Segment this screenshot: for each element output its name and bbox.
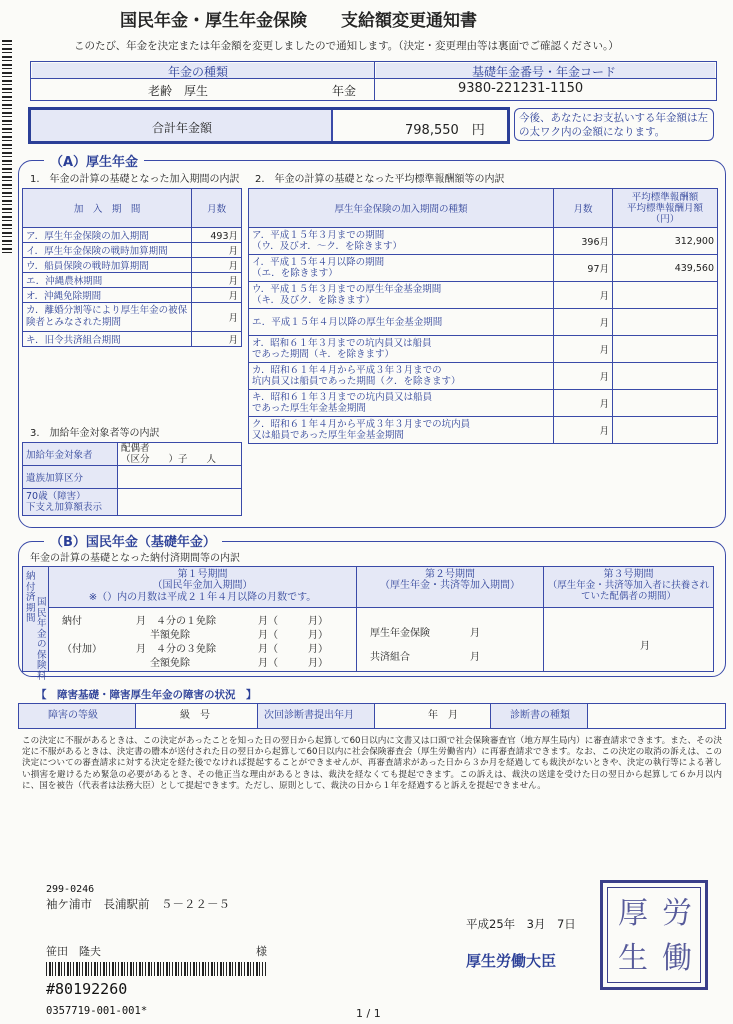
divider bbox=[374, 62, 375, 100]
t2-row-value bbox=[613, 282, 718, 309]
total-value: 798,550 円 bbox=[405, 123, 485, 138]
total-note: 今後、あなたにお支払いする年金額は左の太ワク内の金額になります。 bbox=[514, 108, 714, 141]
t2-row-months: 97月 bbox=[554, 255, 613, 282]
t2-row-months: 月 bbox=[554, 336, 613, 363]
p1-line-c: 月（ 月） bbox=[258, 616, 328, 627]
t1-row-label: オ．沖縄免除期間 bbox=[23, 288, 192, 303]
t1-row-value: 月 bbox=[192, 303, 242, 332]
divider bbox=[490, 704, 491, 728]
honorific: 様 bbox=[256, 945, 267, 958]
t2-row-l2: （エ．を除きます） bbox=[252, 268, 338, 279]
t2-row-l1: キ．昭和６１年３月までの坑内員又は船員 bbox=[252, 392, 433, 403]
t2-row-value bbox=[613, 363, 718, 390]
t2-row-l2: であった厚生年金基金期間 bbox=[252, 403, 366, 414]
p1-line-b: 月 ４分の１免除 bbox=[136, 616, 216, 627]
t1-row-label: カ．離婚分割等により厚生年金の被保険者とみなされた期間 bbox=[23, 303, 192, 332]
p3-head2: （厚生年金・共済等加入者に扶養されていた配偶者の期間） bbox=[547, 580, 710, 602]
t1-row-value: 月 bbox=[192, 332, 242, 347]
code-value: 9380-221231-1150 bbox=[458, 81, 584, 96]
p1-line-c: 月（ 月） bbox=[258, 644, 328, 655]
seal-glyphs: 厚 労 生 働 bbox=[618, 895, 692, 976]
p2-head2: （厚生年金・共済等加入期間） bbox=[380, 580, 520, 591]
p1-line-b: 全額免除 bbox=[150, 658, 190, 669]
contribution-period-table bbox=[22, 188, 242, 347]
next-label: 次回診断書提出年月 bbox=[264, 710, 354, 721]
code-label: 基礎年金番号・年金コード bbox=[472, 65, 617, 79]
pension-type-value: 老齢 厚生 bbox=[148, 84, 209, 98]
divider bbox=[49, 607, 713, 608]
divider bbox=[135, 704, 136, 728]
t2-row-months: 月 bbox=[554, 282, 613, 309]
t2-row-value bbox=[613, 390, 718, 417]
section-a-title: （A）厚生年金 bbox=[44, 151, 144, 170]
intro-text: このたび、年金を決定または年金額を変更しましたので通知します。（決定・変更理由等は裏面でご確認ください。） bbox=[74, 40, 619, 52]
official-seal bbox=[600, 880, 708, 990]
t2-row-months: 月 bbox=[554, 309, 613, 336]
additional-pension-table bbox=[22, 442, 242, 516]
t3-r1-a: 配偶者 bbox=[121, 443, 150, 454]
t1-row-label: エ．沖縄農林期間 bbox=[23, 273, 192, 288]
postal-barcode bbox=[46, 962, 266, 976]
p1-head3: ※（）内の月数は平成２１年４月以降の月数です。 bbox=[88, 592, 317, 603]
grade-value: 級 号 bbox=[180, 710, 210, 721]
t1-row-value: 月 bbox=[192, 258, 242, 273]
t1-row-value: 493月 bbox=[192, 228, 242, 243]
recipient-name: 笹田 隆夫 bbox=[46, 945, 101, 958]
cert-label: 診断書の種類 bbox=[510, 710, 570, 721]
t2-row-months: 月 bbox=[554, 417, 613, 444]
t2-row-l1: エ．平成１５年４月以降の厚生年金基金期間 bbox=[252, 316, 443, 328]
page-number: 1 / 1 bbox=[356, 1007, 381, 1020]
t1-row-label: ア．厚生年金保険の加入期間 bbox=[23, 228, 192, 243]
t2-head-avg: 平均標準報酬額 平均標準報酬月額 （円） bbox=[613, 189, 718, 228]
t3-r3-label2: 下支え加算額表示 bbox=[26, 502, 103, 513]
t2-row-value: 439,560 bbox=[613, 255, 718, 282]
side-label: 納付済期間 bbox=[26, 571, 36, 624]
address-line: 袖ケ浦市 長浦駅前 ５－２２－５ bbox=[46, 897, 230, 911]
p2-line2: 共済組合 月 bbox=[370, 652, 480, 663]
t3-r1-b: （区分 ）子 人 bbox=[121, 454, 217, 465]
section-a-sub2: 2. 年金の計算の基礎となった平均標準報酬額等の内訳 bbox=[255, 174, 505, 185]
section-a-sub1: 1. 年金の計算の基礎となった加入期間の内訳 bbox=[30, 174, 240, 185]
customer-id: #80192260 bbox=[46, 980, 128, 998]
p1-line-c: 月（ 月） bbox=[258, 630, 328, 641]
t2-row-l2: 又は船員であった厚生年金基金期間 bbox=[252, 430, 404, 441]
t3-r2-label: 遺族加算区分 bbox=[23, 466, 118, 489]
p1-line-b: 月 ４分の３免除 bbox=[136, 644, 216, 655]
pension-type-label: 年金の種類 bbox=[168, 65, 229, 79]
t1-row-label: ウ．船員保険の戦時加算期間 bbox=[23, 258, 192, 273]
t3-r1-label: 加給年金対象者 bbox=[23, 443, 118, 466]
t2-row-l2: であった期間（キ．を除きます） bbox=[252, 349, 395, 360]
p1-line-b: 半額免除 bbox=[150, 630, 190, 641]
document-code: 0357719-001-001* bbox=[46, 1005, 148, 1017]
t2-row-l1: カ．昭和６１年４月から平成３年３月までの bbox=[252, 365, 442, 376]
t2-row-months: 396月 bbox=[554, 228, 613, 255]
t2-row-months: 月 bbox=[554, 363, 613, 390]
t2-row-l1: ク．昭和６１年４月から平成３年３月までの坑内員 bbox=[252, 419, 471, 430]
t1-head-period: 加 入 期 間 bbox=[23, 189, 192, 228]
section-b-sub1: 年金の計算の基礎となった納付済期間等の内訳 bbox=[30, 553, 240, 564]
appeal-notice: この決定に不服があるときは、この決定があったことを知った日の翌日から起算して60日以内に文書又は口頭で社会保険審査官（地方厚生局内）に審査請求できます。また、その決定に不服があるときは、決定書の謄本が送付された日の翌日から起算して60日以内に社会保険審査会（厚生労働省内）に再審査請求できます。なお、この決定の取消の訴えは、この決定についての審査請求に対する決定を経た後でなければ提起することができませんが、再審査請求があった日から３か月を経過しても裁決がないときや、決定の執行等による著しい損害を避けるため緊急の必要があるとき、その他正当な理由があるときは、裁決を経なくても提起できます。この訴えは、裁決の送達を受けた日の翌日から起算して６か月以内に、国を被告（代表者は法務大臣）として提起できます。ただし、原則として、裁決の日から１年を経過すると訴えを提起できません。 bbox=[22, 736, 722, 791]
t2-row-value: 312,900 bbox=[613, 228, 718, 255]
average-remuneration-table bbox=[248, 188, 718, 444]
t1-row-label: キ．旧令共済組合期間 bbox=[23, 332, 192, 347]
divider bbox=[374, 704, 375, 728]
pension-type-suffix: 年金 bbox=[332, 84, 357, 98]
section-a-sub3: 3. 加給年金対象者等の内訳 bbox=[30, 428, 160, 439]
issuer-name: 厚生労働大臣 bbox=[466, 952, 557, 970]
next-value: 年 月 bbox=[428, 710, 458, 721]
p1-line-c: 月（ 月） bbox=[258, 658, 328, 669]
barcode-strip bbox=[2, 40, 12, 255]
t2-row-l1: イ．平成１５年４月以降の期間 bbox=[252, 257, 385, 268]
divider bbox=[331, 110, 333, 141]
t2-row-value bbox=[613, 336, 718, 363]
p1-line-a: （付加） bbox=[62, 644, 102, 655]
postal-code: 299-0246 bbox=[46, 884, 95, 895]
t2-row-months: 月 bbox=[554, 390, 613, 417]
p3-head1: 第３号期間 bbox=[603, 569, 654, 580]
p1-line-a: 納付 bbox=[62, 616, 82, 627]
t2-row-l1: ア．平成１５年３月までの期間 bbox=[252, 230, 385, 241]
t1-row-value: 月 bbox=[192, 288, 242, 303]
t1-row-value: 月 bbox=[192, 243, 242, 258]
t2-row-value bbox=[613, 309, 718, 336]
t2-row-l1: オ．昭和６１年３月までの坑内員又は船員 bbox=[252, 338, 432, 349]
section-b-title: （B）国民年金（基礎年金） bbox=[44, 531, 222, 550]
disability-title: 【 障害基礎・障害厚生年金の障害の状況 】 bbox=[36, 689, 257, 701]
p2-head1: 第２号期間 bbox=[425, 569, 475, 580]
divider bbox=[587, 704, 588, 728]
t1-head-months: 月数 bbox=[192, 189, 242, 228]
p1-head1: 第１号期間 bbox=[177, 569, 228, 580]
t2-row-l1: ウ．平成１５年３月までの厚生年金基金期間 bbox=[252, 284, 442, 295]
t2-row-l2: （キ．及びク．を除きます） bbox=[252, 295, 375, 306]
t3-r3-label1: 70歳（障害） bbox=[26, 491, 86, 502]
document-title: 国民年金・厚生年金保険 支給額変更通知書 bbox=[120, 11, 477, 31]
t1-row-value: 月 bbox=[192, 273, 242, 288]
p3-value: 月 bbox=[640, 641, 650, 652]
t1-row-label: イ．厚生年金保険の戦時加算期間 bbox=[23, 243, 192, 258]
t2-head-type: 厚生年金保険の加入期間の種類 bbox=[249, 189, 554, 228]
t2-row-value bbox=[613, 417, 718, 444]
side-label-2: 国民年金の保険料 bbox=[37, 597, 47, 682]
t2-head-months: 月数 bbox=[554, 189, 613, 228]
p2-line1: 厚生年金保険 月 bbox=[370, 628, 480, 639]
issue-date: 平成25年 3月 7日 bbox=[466, 917, 576, 931]
divider bbox=[257, 704, 258, 728]
grade-label: 障害の等級 bbox=[48, 710, 98, 721]
t2-row-l2: （ウ．及びオ．～ク．を除きます） bbox=[252, 241, 403, 252]
p1-head2: （国民年金加入期間） bbox=[152, 580, 253, 591]
t2-row-l2: 坑内員又は船員であった期間（ク．を除きます） bbox=[252, 376, 461, 387]
total-label: 合計年金額 bbox=[152, 121, 213, 135]
